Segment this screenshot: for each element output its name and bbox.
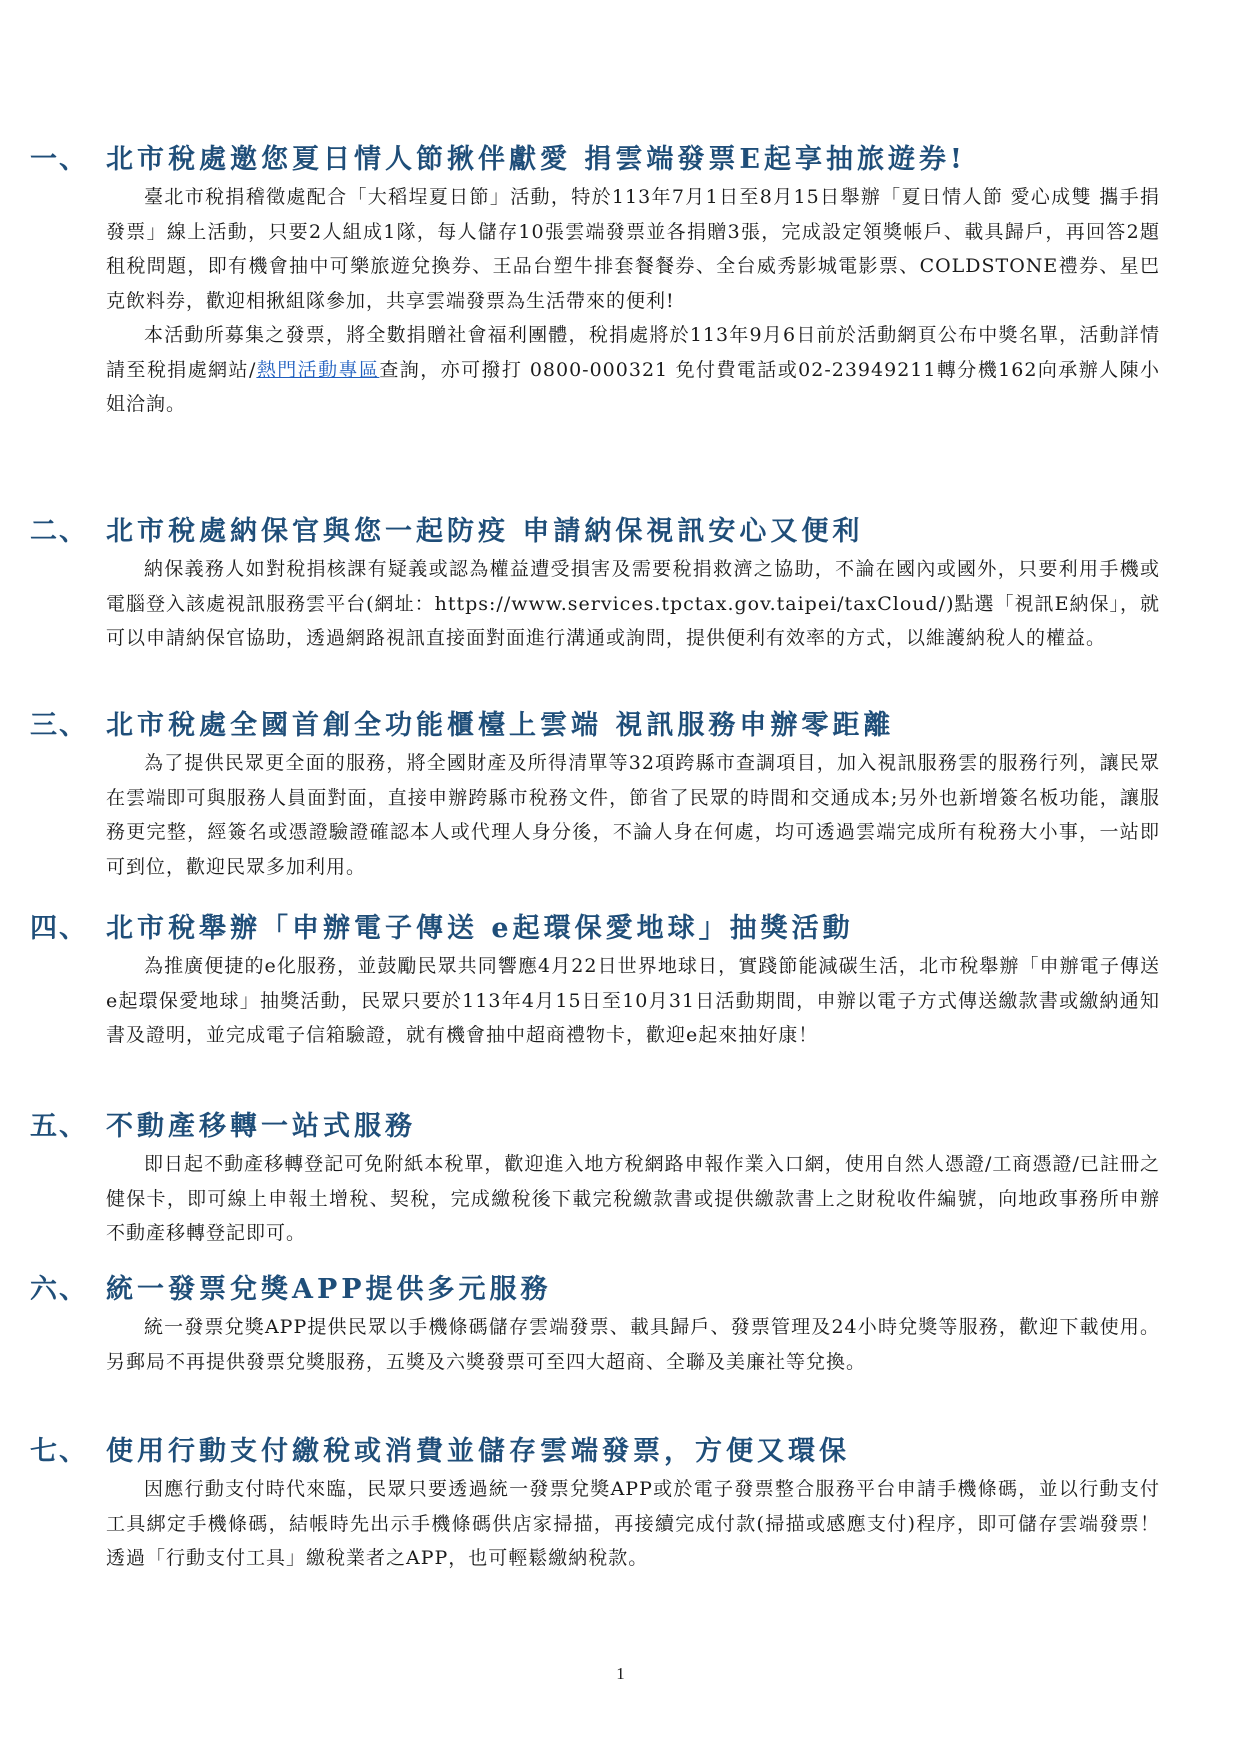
paragraph — [106, 318, 1160, 422]
section-title: 北市稅舉辦「申辦電子傳送 e起環保愛地球」抽獎活動 — [106, 913, 854, 944]
paragraph: 統一發票兌獎APP提供民眾以手機條碼儲存雲端發票、載具歸戶、發票管理及24小時兌獎等服務，歡迎下載使用。另郵局不再提供發票兌獎服務，五獎及六獎發票可至四大超商、全聯及美廉社等兌換。 — [106, 1316, 1160, 1373]
section-3 — [30, 706, 1190, 884]
section-6 — [30, 1270, 1190, 1379]
paragraph-text: 本活動所募集之發票，將全數捐贈社會福利團體，稅捐處將於113年9月6日前於活動網頁公布中獎名單，活動詳情請至稅捐處網站/ — [106, 324, 1160, 381]
paragraph: 因應行動支付時代來臨，民眾只要透過統一發票兌獎APP或於電子發票整合服務平台申請手機條碼，並以行動支付工具綁定手機條碼，結帳時先出示手機條碼供店家掃描，再接續完成付款(掃描或感應支付)程序，即可儲存雲端發票！透過「行動支付工具」繳稅業者之APP，也可輕鬆繳納稅款。 — [106, 1478, 1160, 1569]
section-title: 北市稅處邀您夏日情人節揪伴獻愛 捐雲端發票E起享抽旅遊券! — [106, 144, 966, 175]
section-heading — [30, 909, 1190, 949]
section-number: 六、 — [30, 1274, 88, 1305]
paragraph: 納保義務人如對稅捐核課有疑義或認為權益遭受損害及需要稅捐救濟之協助，不論在國內或國外，只要利用手機或電腦登入該處視訊服務雲平台(網址：https://www.services.tpctax.gov.taipei/taxCloud/)點選「視訊E納保」，就可以申請納保官協助，透過網路視訊直接面對面進行溝通或詢問，提供便利有效率的方式，以維護納稅人的權益。 — [106, 558, 1160, 649]
paragraph: 為推廣便捷的e化服務，並鼓勵民眾共同響應4月22日世界地球日，實踐節能減碳生活，北市稅舉辦「申辦電子傳送 e起環保愛地球」抽獎活動，民眾只要於113年4月15日至10月31日活動期間，申辦以電子方式傳送繳款書或繳納通知書及證明，並完成電子信箱驗證，就有機會抽中超商禮物卡，歡迎e起來抽好康！ — [106, 955, 1160, 1046]
paragraph: 臺北市稅捐稽徵處配合「大稻埕夏日節」活動，特於113年7月1日至8月15日舉辦「夏日情人節 愛心成雙 攜手捐發票」線上活動，只要2人組成1隊，每人儲存10張雲端發票並各捐贈3張，完成設定領獎帳戶、載具歸戶，再回答2題租稅問題，即有機會抽中可樂旅遊兌換券、王品台塑牛排套餐餐券、全台威秀影城電影票、COLDSTONE禮券、星巴克飲料券，歡迎相揪組隊參加，共享雲端發票為生活帶來的便利! — [106, 186, 1160, 312]
section-heading — [30, 1432, 1190, 1472]
section-title: 北市稅處納保官與您一起防疫 申請納保視訊安心又便利 — [106, 516, 864, 547]
section-number: 五、 — [30, 1111, 88, 1142]
section-heading — [30, 1270, 1190, 1310]
section-heading — [30, 512, 1190, 552]
section-4 — [30, 909, 1190, 1053]
section-1 — [30, 140, 1190, 422]
section-number: 七、 — [30, 1436, 88, 1467]
section-7 — [30, 1432, 1190, 1576]
section-2 — [30, 512, 1190, 656]
section-number: 二、 — [30, 516, 88, 547]
section-heading — [30, 1107, 1190, 1147]
hot-activities-link[interactable]: 熱門活動專區 — [256, 358, 380, 381]
page-number: 1 — [616, 1664, 625, 1683]
section-title: 北市稅處全國首創全功能櫃檯上雲端 視訊服務申辦零距離 — [106, 710, 895, 741]
paragraph-text: 查詢，亦可撥打 0800-000321 免付費電話或02-23949211轉分機162向承辦人陳小姐洽詢。 — [106, 358, 1160, 415]
section-title: 使用行動支付繳稅或消費並儲存雲端發票，方便又環保 — [106, 1436, 850, 1467]
section-number: 一、 — [30, 144, 88, 175]
section-title: 不動產移轉一站式服務 — [106, 1111, 416, 1142]
section-heading — [30, 140, 1190, 180]
section-number: 四、 — [30, 913, 88, 944]
section-heading — [30, 706, 1190, 746]
paragraph: 為了提供民眾更全面的服務，將全國財產及所得清單等32項跨縣市查調項目，加入視訊服務雲的服務行列，讓民眾在雲端即可與服務人員面對面，直接申辦跨縣市稅務文件，節省了民眾的時間和交通成本;另外也新增簽名板功能，讓服務更完整，經簽名或憑證驗證確認本人或代理人身分後，不論人身在何處，均可透過雲端完成所有稅務大小事，一站即可到位，歡迎民眾多加利用。 — [106, 752, 1160, 878]
paragraph: 即日起不動產移轉登記可免附紙本稅單，歡迎進入地方稅網路申報作業入口網，使用自然人憑證/工商憑證/已註冊之健保卡，即可線上申報土增稅、契稅，完成繳稅後下載完稅繳款書或提供繳款書上之財稅收件編號，向地政事務所申辦不動產移轉登記即可。 — [106, 1153, 1160, 1244]
section-5 — [30, 1107, 1190, 1251]
section-title: 統一發票兌獎APP提供多元服務 — [106, 1274, 552, 1305]
section-number: 三、 — [30, 710, 88, 741]
